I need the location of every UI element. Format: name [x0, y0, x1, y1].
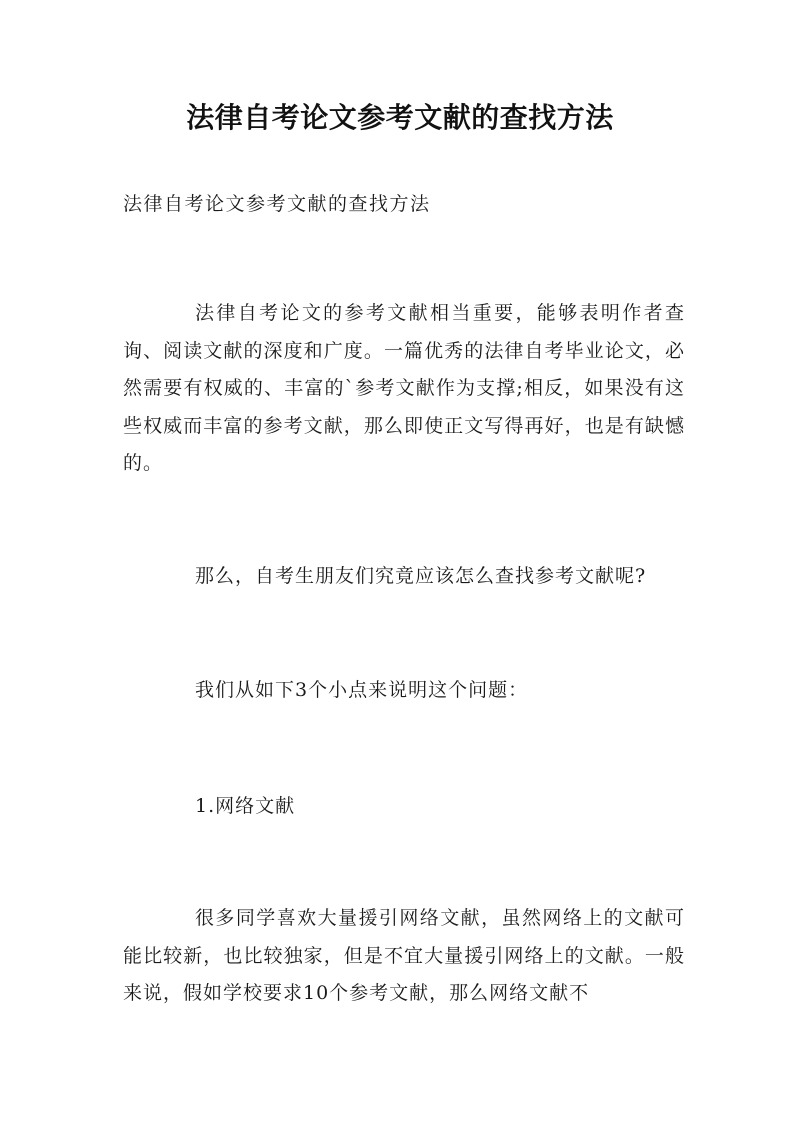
document-subtitle: 法律自考论文参考文献的查找方法: [123, 193, 431, 215]
document-title: 法律自考论文参考文献的查找方法: [186, 101, 614, 134]
section-heading-web-literature: 1.网络文献: [195, 795, 296, 817]
paragraph-points-intro: 我们从如下3个小点来说明这个问题：: [195, 679, 529, 701]
paragraph-question: 那么，自考生朋友们究竟应该怎么查找参考文献呢?: [195, 565, 647, 587]
paragraph-intro: 法律自考论文的参考文献相当重要，能够表明作者查询、阅读文献的深度和广度。一篇优秀的法律自考毕业论文，必然需要有权威的、丰富的`参考文献作为支撑;相反，如果没有这些权威而丰富的参考文献，那么即使正文写得再好，也是有缺憾的。: [123, 302, 685, 474]
paragraph-web-literature: 很多同学喜欢大量援引网络文献，虽然网络上的文献可能比较新，也比较独家，但是不宜大量援引网络上的文献。一般来说，假如学校要求10个参考文献，那么网络文献不: [123, 907, 685, 1004]
